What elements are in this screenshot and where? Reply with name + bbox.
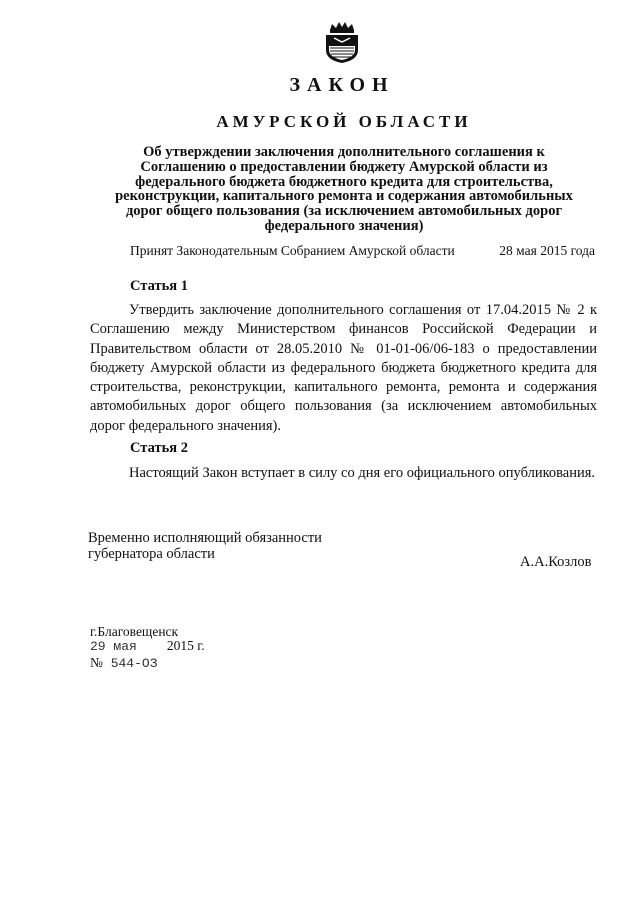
- date-year: 2015 г.: [166, 638, 205, 653]
- subject-line: федерального бюджета бюджетного кредита для строительства,: [135, 173, 553, 190]
- signer-title-line: Временно исполняющий обязанности: [88, 530, 322, 546]
- subject-line: Соглашению о предоставлении бюджету Амурской области из: [140, 158, 548, 175]
- article-1-text: Утвердить заключение дополнительного соглашения от 17.04.2015 № 2 к Соглашению между Министерством финансов Российской Федерации и Правительством области от 28.05.2010 № 01-01-06/06-183 о предоставлении бюджету Амурской области из федерального бюджета бюджетного кредита для строительства, реконструкции, капитального ремонта, ремонта и содержания автомобильных дорог общего пользования (за исключением автомобильных дорог федерального значения).: [90, 302, 597, 434]
- law-subject: [104, 145, 584, 234]
- subject-line: реконструкции, капитального ремонта и содержания автомобильных: [115, 188, 573, 205]
- adoption-line: [130, 243, 595, 259]
- number-sign: №: [90, 655, 103, 670]
- adopting-body: Принят Законодательным Собранием Амурской области: [130, 243, 455, 258]
- article-1-heading: Статья 1: [130, 278, 188, 294]
- place-of-signing: г.Благовещенск: [90, 624, 179, 639]
- signer-title: [88, 530, 322, 562]
- article-2-heading: Статья 2: [130, 440, 188, 456]
- signing-date: [90, 638, 205, 654]
- signer-title-line: губернатора области: [88, 546, 215, 562]
- adoption-date: 28 мая 2015 года: [499, 243, 595, 258]
- law-number-value: 544-ОЗ: [110, 656, 158, 671]
- coat-of-arms-icon: [322, 20, 362, 64]
- law-number: [90, 655, 158, 671]
- subject-line: федерального значения): [264, 217, 424, 234]
- region-name: АМУРСКОЙ ОБЛАСТИ: [216, 112, 472, 131]
- signer-name: А.А.Козлов: [520, 554, 592, 570]
- date-stamp: 29 мая: [90, 639, 137, 654]
- article-2-text: Настоящий Закон вступает в силу со дня его официального опубликования.: [129, 465, 596, 481]
- subject-line: Об утверждении заключения дополнительного соглашения к: [143, 144, 545, 160]
- law-title: ЗАКОН: [289, 74, 395, 96]
- subject-line: дорог общего пользования (за исключением автомобильных дорог: [125, 203, 563, 220]
